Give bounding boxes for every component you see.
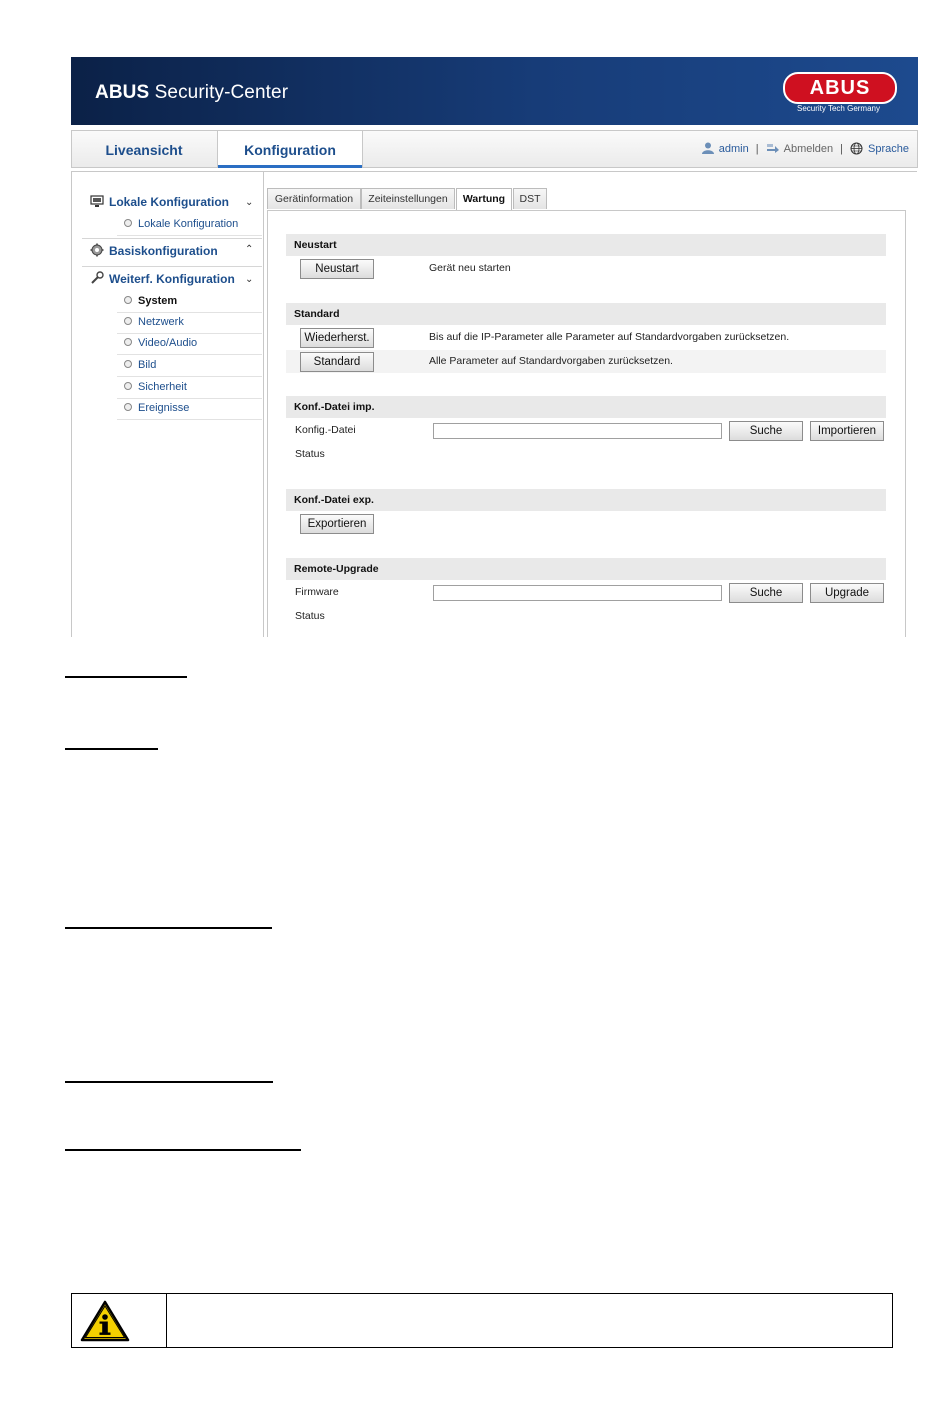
bullet-icon: [124, 338, 132, 346]
firmware-label: Firmware: [295, 586, 339, 598]
bullet-icon: [124, 296, 132, 304]
sidebar-item-bild[interactable]: Bild: [117, 355, 262, 377]
heading-underline: [65, 1081, 273, 1083]
user-bar: admin | Abmelden | Sprache: [701, 142, 909, 155]
upgrade-button[interactable]: Upgrade: [810, 583, 884, 603]
heading-underline: [65, 1149, 301, 1151]
reboot-button[interactable]: Neustart: [300, 259, 374, 279]
abus-logo: [783, 72, 897, 112]
sidebar-item-netzwerk[interactable]: Netzwerk: [117, 312, 262, 334]
maintenance-panel: [267, 210, 906, 637]
heading-underline: [65, 676, 187, 678]
upgrade-status-label: Status: [295, 610, 325, 622]
info-note-box: [71, 1293, 893, 1348]
tab-konfiguration[interactable]: Konfiguration: [217, 131, 363, 167]
sidebar-section-weiterf-konfiguration[interactable]: Weiterf. Konfiguration: [90, 271, 235, 286]
logout-link[interactable]: Abmelden: [783, 143, 834, 155]
tab-wartung[interactable]: Wartung: [456, 188, 512, 211]
bullet-icon: [124, 219, 132, 227]
heading-underline: [65, 748, 158, 750]
tab-liveansicht[interactable]: Liveansicht: [105, 142, 183, 158]
tab-geraetinformation[interactable]: Gerätinformation: [267, 188, 361, 209]
restore-description: Bis auf die IP-Parameter alle Parameter auf Standardvorgaben zurücksetzen.: [429, 331, 790, 343]
main-navigation: [71, 130, 918, 168]
sidebar-item-video-audio[interactable]: Video/Audio: [117, 333, 262, 355]
sidebar-item-sicherheit[interactable]: Sicherheit: [117, 377, 262, 399]
bullet-icon: [124, 360, 132, 368]
config-browse-button[interactable]: Suche: [729, 421, 803, 441]
chevron-down-icon[interactable]: ⌄: [245, 274, 254, 285]
import-status-label: Status: [295, 448, 325, 460]
app-title: ABUS Security-Center: [95, 82, 289, 103]
sidebar-item-system[interactable]: System: [117, 291, 262, 313]
logout-icon: [766, 142, 780, 154]
logo-tagline: Security Tech Germany: [797, 104, 880, 113]
default-description: Alle Parameter auf Standardvorgaben zurücksetzen.: [429, 355, 673, 367]
section-header-config-export: Konf.-Datei exp.: [286, 489, 886, 511]
user-icon: [701, 142, 715, 154]
sidebar-divider: [263, 172, 264, 637]
divider: [82, 266, 262, 267]
bullet-icon: [124, 317, 132, 325]
sidebar-item-lokale-konfiguration[interactable]: Lokale Konfiguration: [117, 214, 262, 236]
section-header-neustart: Neustart: [286, 234, 886, 256]
bullet-icon: [124, 382, 132, 390]
sidebar-section-lokale-konfiguration[interactable]: Lokale Konfiguration: [90, 194, 229, 209]
user-name-link[interactable]: admin: [718, 143, 749, 155]
header-banner: [71, 57, 918, 125]
web-interface-screenshot: [71, 57, 918, 637]
export-button[interactable]: Exportieren: [300, 514, 374, 534]
firmware-browse-button[interactable]: Suche: [729, 583, 803, 603]
language-link[interactable]: Sprache: [868, 143, 909, 155]
restore-button[interactable]: Wiederherst.: [300, 328, 374, 348]
divider: [82, 238, 262, 239]
gear-icon: [90, 243, 104, 257]
firmware-file-field[interactable]: [433, 585, 722, 601]
monitor-icon: [90, 194, 104, 208]
config-file-label: Konfig.-Datei: [295, 424, 356, 436]
sidebar-item-ereignisse[interactable]: Ereignisse: [117, 398, 262, 420]
config-file-field[interactable]: [433, 423, 722, 439]
globe-icon: [850, 142, 864, 154]
section-header-standard: Standard: [286, 303, 886, 325]
default-button[interactable]: Standard: [300, 352, 374, 372]
chevron-down-icon[interactable]: ⌄: [245, 197, 254, 208]
sidebar-section-basiskonfiguration[interactable]: Basiskonfiguration: [90, 243, 218, 258]
reboot-description: Gerät neu starten: [429, 262, 511, 274]
wrench-icon: [90, 271, 104, 285]
import-button[interactable]: Importieren: [810, 421, 884, 441]
section-header-remote-upgrade: Remote-Upgrade: [286, 558, 886, 580]
bullet-icon: [124, 403, 132, 411]
section-header-config-import: Konf.-Datei imp.: [286, 396, 886, 418]
chevron-up-icon[interactable]: ⌃: [245, 244, 254, 255]
content-area: [71, 171, 917, 637]
heading-underline: [65, 927, 272, 929]
info-warning-icon: [80, 1300, 130, 1342]
tab-zeiteinstellungen[interactable]: Zeiteinstellungen: [361, 188, 455, 209]
logo-text: ABUS: [783, 72, 897, 104]
info-icon-cell: [72, 1294, 167, 1347]
tab-dst[interactable]: DST: [513, 188, 547, 209]
